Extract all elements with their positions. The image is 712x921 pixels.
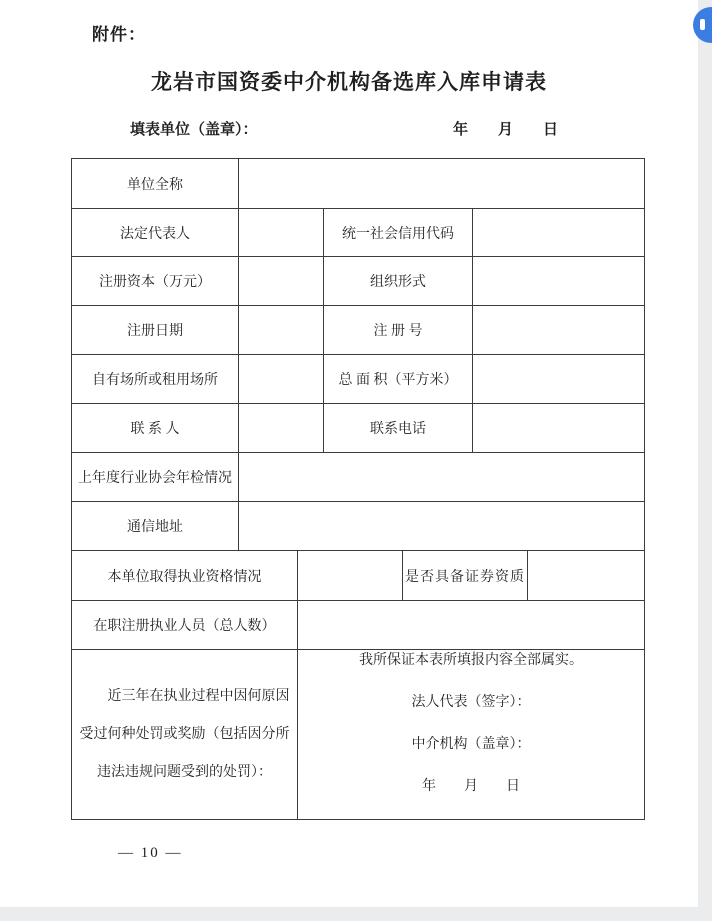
securities-qualification-label: 是否具备证券资质 <box>403 551 528 601</box>
header-date-line: 年 月 日 <box>452 122 558 138</box>
total-area-value-cell <box>473 355 645 404</box>
table-row <box>72 601 645 650</box>
agency-seal-label: 中介机构（盖章）： <box>411 736 531 752</box>
table-row <box>72 209 645 257</box>
contact-phone-label: 联系电话 <box>324 404 473 453</box>
registration-date-value-cell <box>239 306 324 355</box>
unified-social-credit-code-value-cell <box>473 209 645 257</box>
table-row <box>72 551 645 601</box>
registered-practitioners-label: 在职注册执业人员（总人数） <box>72 601 298 650</box>
form-unit-label: 填表单位（盖章）： <box>130 122 258 138</box>
declaration-statement: 我所保证本表所填报内容全部属实。 <box>359 652 583 668</box>
registration-number-value-cell <box>473 306 645 355</box>
table-row <box>72 650 645 820</box>
form-subheader <box>130 118 558 139</box>
mailing-address-label: 通信地址 <box>72 502 239 551</box>
table-row <box>72 355 645 404</box>
practice-qualification-label: 本单位取得执业资格情况 <box>72 551 298 601</box>
unit-full-name-value-cell <box>239 159 645 209</box>
table-row <box>72 453 645 502</box>
unified-social-credit-code-label: 统一社会信用代码 <box>324 209 473 257</box>
table-row <box>72 502 645 551</box>
registered-capital-value-cell <box>239 257 324 306</box>
table-row <box>72 257 645 306</box>
registration-number-label: 注 册 号 <box>324 306 473 355</box>
application-form-table <box>71 158 645 820</box>
viewer-edge-right <box>698 0 712 921</box>
registration-date-label: 注册日期 <box>72 306 239 355</box>
table-row <box>72 159 645 209</box>
table-row <box>72 306 645 355</box>
penalty-history-label: 近三年在执业过程中因何原因受过何种处罚或奖励（包括因分所违法违规问题受到的处罚）： <box>72 650 298 820</box>
premises-value-cell <box>239 355 324 404</box>
legal-representative-label: 法定代表人 <box>72 209 239 257</box>
contact-person-label: 联 系 人 <box>72 404 239 453</box>
premises-label: 自有场所或租用场所 <box>72 355 239 404</box>
legal-representative-value-cell <box>239 209 324 257</box>
attachment-label: 附件： <box>92 25 146 44</box>
fab-icon <box>700 19 705 30</box>
declaration-cell <box>298 650 645 820</box>
page-number: — 10 — <box>118 845 183 861</box>
signature-date-line: 年 月 日 <box>422 778 520 794</box>
table-row <box>72 404 645 453</box>
registered-capital-label: 注册资本（万元） <box>72 257 239 306</box>
legal-rep-signature-label: 法人代表（签字）： <box>411 694 531 710</box>
organization-form-label: 组织形式 <box>324 257 473 306</box>
viewer-edge-bottom <box>0 907 712 921</box>
total-area-label: 总 面 积（平方米） <box>324 355 473 404</box>
mailing-address-value-cell <box>239 502 645 551</box>
unit-full-name-label: 单位全称 <box>72 159 239 209</box>
contact-phone-value-cell <box>473 404 645 453</box>
practice-qualification-value-cell <box>298 551 403 601</box>
contact-person-value-cell <box>239 404 324 453</box>
annual-inspection-label: 上年度行业协会年检情况 <box>72 453 239 502</box>
securities-qualification-value-cell <box>528 551 645 601</box>
page-title: 龙岩市国资委中介机构备选库入库申请表 <box>151 70 547 94</box>
registered-practitioners-value-cell <box>298 601 645 650</box>
organization-form-value-cell <box>473 257 645 306</box>
annual-inspection-value-cell <box>239 453 645 502</box>
